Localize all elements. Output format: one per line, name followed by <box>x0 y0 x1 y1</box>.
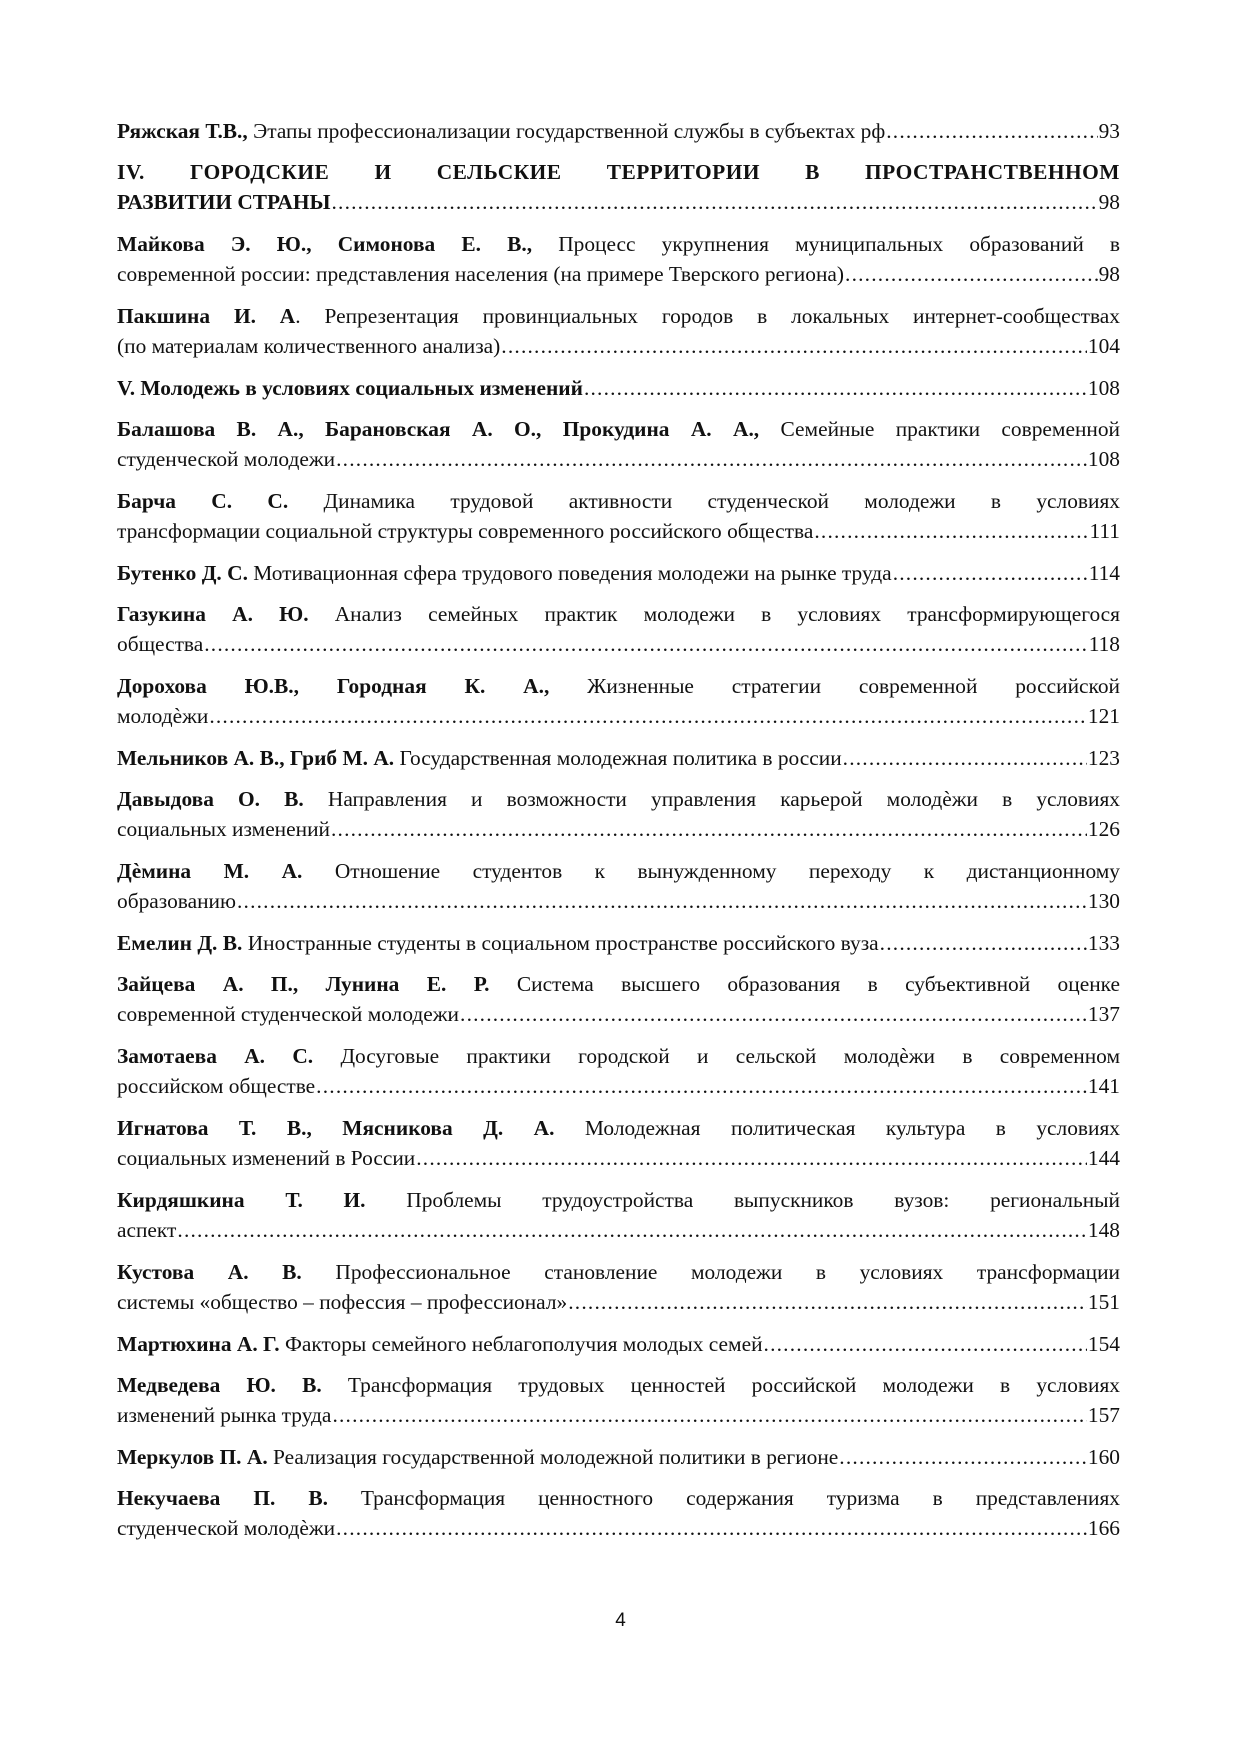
page-number: 4 <box>615 1610 626 1631</box>
toc-title: студенческой молодежи <box>117 447 336 471</box>
toc-entry <box>117 229 1120 289</box>
toc-entry <box>117 599 1120 659</box>
toc-title: Процесс укрупнения муниципальных образований в <box>532 232 1121 256</box>
toc-entry <box>117 969 1120 1029</box>
toc-page-number: 151 <box>1087 1290 1120 1314</box>
toc-entry <box>117 1370 1120 1430</box>
toc-entry <box>117 784 1120 844</box>
toc-title: Реализация государственной молодежной политики в регионе <box>267 1445 839 1469</box>
toc-page-number: 104 <box>1087 334 1120 358</box>
toc-page-number: 108 <box>1087 447 1120 471</box>
toc-page-number: 111 <box>1089 519 1120 543</box>
section-title: РАЗВИТИИ СТРАНЫ <box>117 190 331 214</box>
toc-title: Молодежная политическая культура в условиях <box>554 1116 1120 1140</box>
toc-entry <box>117 1329 1120 1359</box>
toc-title: Трансформация трудовых ценностей российской молодежи в условиях <box>321 1373 1120 1397</box>
toc-title: Система высшего образования в субъективной оценке <box>489 972 1120 996</box>
dot-leader <box>568 1287 1087 1317</box>
toc-author: Емелин Д. В. <box>117 931 243 955</box>
toc-title: российском обществе <box>117 1074 316 1098</box>
toc-page-number: 93 <box>1098 119 1120 143</box>
toc-entry <box>117 301 1120 361</box>
toc-entry <box>117 1113 1120 1173</box>
toc-author: Ряжская Т.В., <box>117 119 248 143</box>
toc-author: Мельников А. В., Гриб М. А. <box>117 746 395 770</box>
toc-author: Майкова Э. Ю., Симонова Е. В., <box>117 232 533 256</box>
toc-entry <box>117 1185 1120 1245</box>
toc-title: Динамика трудовой активности студенческой молодежи в условиях <box>288 489 1120 513</box>
toc-author: Кустова А. В. <box>117 1260 302 1284</box>
toc-title: социальных изменений <box>117 817 330 841</box>
toc-title: Профессиональное становление молодежи в условиях трансформации <box>301 1260 1121 1284</box>
dot-leader <box>764 1329 1087 1359</box>
table-of-contents <box>117 116 1120 1555</box>
toc-entry <box>117 486 1120 546</box>
toc-title: Этапы профессионализации государственной службы в субъектах рф <box>247 119 886 143</box>
toc-author: Газукина А. Ю. <box>117 602 309 626</box>
toc-author: Барча С. С. <box>117 489 289 513</box>
toc-title: Жизненные стратегии современной российской <box>549 674 1120 698</box>
dot-leader <box>204 629 1087 659</box>
dot-leader <box>336 1513 1087 1543</box>
toc-entry <box>117 856 1120 916</box>
toc-author: Замотаева А. С. <box>117 1044 314 1068</box>
toc-title: (по материалам количественного анализа) <box>117 334 501 358</box>
toc-title: современной студенческой молодежи <box>117 1002 460 1026</box>
toc-page-number: 108 <box>1087 376 1120 400</box>
toc-page-number: 98 <box>1098 190 1120 214</box>
dot-leader <box>209 701 1087 731</box>
toc-page-number: 148 <box>1087 1218 1120 1242</box>
toc-title: Досуговые практики городской и сельской молодѐжи в современном <box>313 1044 1120 1068</box>
toc-title: Анализ семейных практик молодежи в условиях трансформирующегося <box>308 602 1121 626</box>
dot-leader <box>584 373 1087 403</box>
toc-author: Мартюхина А. Г. <box>117 1332 280 1356</box>
toc-page-number: 121 <box>1087 704 1120 728</box>
toc-title: Мотивационная сфера трудового поведения молодежи на рынке труда <box>247 561 892 585</box>
toc-title: образованию <box>117 889 236 913</box>
toc-title: аспект <box>117 1218 177 1242</box>
toc-title: общества <box>117 632 204 656</box>
toc-author: Пакшина И. А <box>117 304 296 328</box>
toc-page-number: 126 <box>1087 817 1120 841</box>
toc-page-number: 154 <box>1087 1332 1120 1356</box>
toc-page-number: 118 <box>1088 632 1120 656</box>
dot-leader <box>886 116 1097 146</box>
toc-title: Семейные практики современной <box>759 417 1120 441</box>
toc-section-heading <box>117 373 1120 403</box>
dot-leader <box>177 1215 1087 1245</box>
dot-leader <box>237 886 1087 916</box>
dot-leader <box>460 999 1087 1029</box>
toc-title: молодѐжи <box>117 704 209 728</box>
toc-author: Дѐмина М. А. <box>117 859 303 883</box>
dot-leader <box>814 516 1088 546</box>
toc-title: социальных изменений в России <box>117 1146 416 1170</box>
toc-page-number: 98 <box>1098 262 1120 286</box>
toc-entry <box>117 414 1120 474</box>
toc-page-number: 160 <box>1087 1445 1120 1469</box>
dot-leader <box>336 444 1087 474</box>
toc-title: студенческой молодѐжи <box>117 1516 336 1540</box>
dot-leader <box>845 259 1098 289</box>
toc-entry <box>117 558 1120 588</box>
dot-leader <box>331 814 1087 844</box>
dot-leader <box>880 928 1087 958</box>
dot-leader <box>316 1071 1087 1101</box>
toc-entry <box>117 1483 1120 1543</box>
toc-title: трансформации социальной структуры современного российского общества <box>117 519 814 543</box>
toc-entry <box>117 671 1120 731</box>
toc-page-number: 144 <box>1087 1146 1120 1170</box>
toc-page-number: 130 <box>1087 889 1120 913</box>
toc-entry <box>117 1257 1120 1317</box>
toc-entry <box>117 743 1120 773</box>
toc-page-number: 133 <box>1087 931 1120 955</box>
toc-page-number: 157 <box>1087 1403 1120 1427</box>
toc-title: Государственная молодежная политика в россии <box>394 746 842 770</box>
toc-page-number: 114 <box>1088 561 1120 585</box>
toc-title: Трансформация ценностного содержания туризма в представлениях <box>327 1486 1120 1510</box>
dot-leader <box>893 558 1088 588</box>
toc-title: Факторы семейного неблагополучия молодых семей <box>279 1332 763 1356</box>
toc-author: Кирдяшкина Т. И. <box>117 1188 366 1212</box>
toc-author: Дорохова Ю.В., Городная К. А., <box>117 674 550 698</box>
toc-author: Некучаева П. В. <box>117 1486 328 1510</box>
dot-leader <box>331 187 1097 217</box>
toc-entry <box>117 116 1120 146</box>
toc-page-number: 137 <box>1087 1002 1120 1026</box>
toc-entry <box>117 1041 1120 1101</box>
toc-title: системы «общество – пофессия – профессионал» <box>117 1290 568 1314</box>
dot-leader <box>839 1442 1087 1472</box>
toc-title: Проблемы трудоустройства выпускников вузов: региональный <box>365 1188 1121 1212</box>
toc-title: Отношение студентов к вынужденному переходу к дистанционному <box>302 859 1120 883</box>
dot-leader <box>501 331 1087 361</box>
toc-author: Зайцева А. П., Лунина Е. Р. <box>117 972 490 996</box>
toc-section-heading <box>117 157 1120 217</box>
toc-page-number: 166 <box>1087 1516 1120 1540</box>
toc-entry <box>117 1442 1120 1472</box>
dot-leader <box>416 1143 1087 1173</box>
toc-author: Балашова В. А., Барановская А. О., Прокудина А. А., <box>117 417 760 441</box>
toc-author: Игнатова Т. В., Мясникова Д. А. <box>117 1116 555 1140</box>
toc-author: Меркулов П. А. <box>117 1445 268 1469</box>
toc-author: Давыдова О. В. <box>117 787 304 811</box>
toc-entry <box>117 928 1120 958</box>
toc-page-number: 141 <box>1087 1074 1120 1098</box>
toc-title: . Репрезентация провинциальных городов в локальных интернет-сообществах <box>295 304 1120 328</box>
toc-page-number: 123 <box>1087 746 1120 770</box>
toc-title: изменений рынка труда <box>117 1403 332 1427</box>
dot-leader <box>332 1400 1086 1430</box>
toc-title: современной россии: представления населения (на примере Тверского региона) <box>117 262 845 286</box>
toc-title: Иностранные студенты в социальном пространстве российского вуза <box>242 931 879 955</box>
section-title: IV. ГОРОДСКИЕ И СЕЛЬСКИЕ ТЕРРИТОРИИ В ПРОСТРАНСТВЕННОМ <box>117 160 1120 184</box>
toc-author: Бутенко Д. С. <box>117 561 248 585</box>
dot-leader <box>843 743 1087 773</box>
toc-author: Медведева Ю. В. <box>117 1373 322 1397</box>
toc-title: Направления и возможности управления карьерой молодѐжи в условиях <box>303 787 1120 811</box>
section-title: V. Молодежь в условиях социальных изменений <box>117 376 583 400</box>
